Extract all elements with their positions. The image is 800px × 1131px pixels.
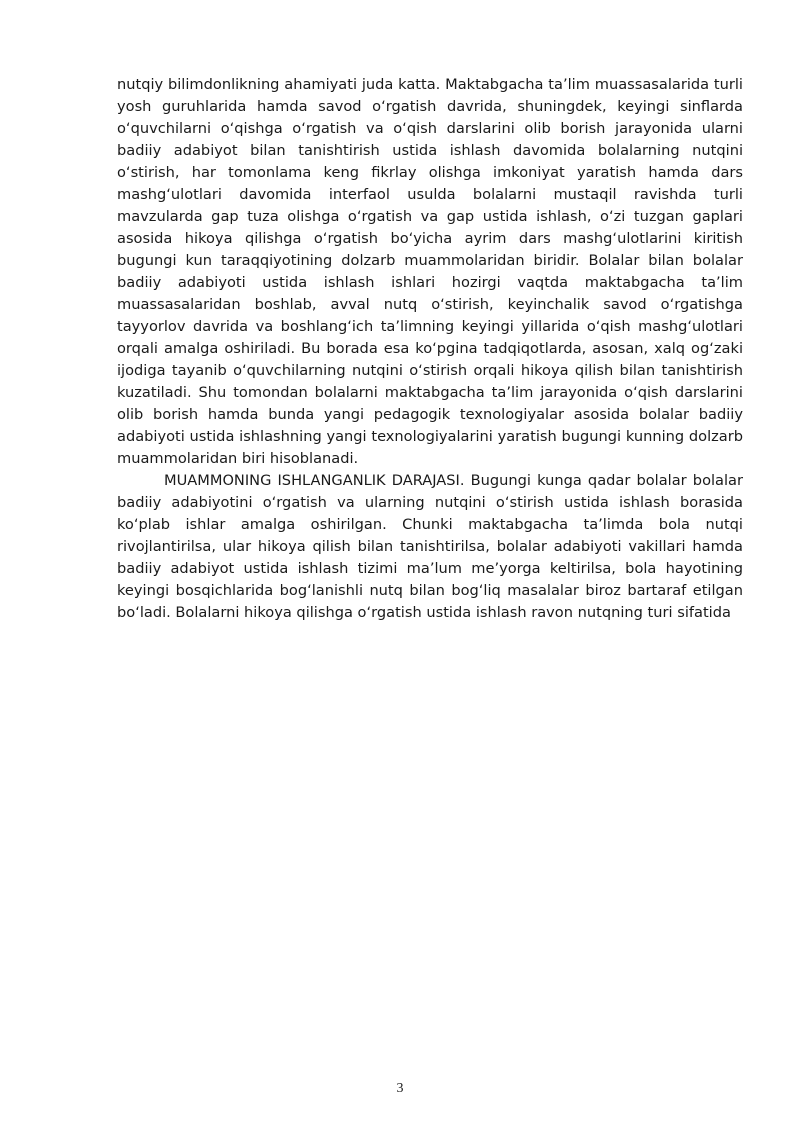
page-number: 3 xyxy=(396,1081,404,1096)
body-text xyxy=(117,74,743,624)
paragraph-continuation: nutqiy bilimdonlikning ahamiyati juda katta. Maktabgacha ta’lim muassasalarida turli yosh guruhlarida hamda savod o‘rgatish davrida, shuningdek, keyingi sinflarda o‘quvchilarni o‘qishga o‘rgatish va o‘qish darslarini olib borish jarayonida ularni badiiy adabiyot bilan tanishtirish ustida ishlash davomida bolalarning nutqini o‘stirish, har tomonlama keng fikrlay olishga imkoniyat yaratish hamda dars mashg‘ulotlari davomida interfaol usulda bolalarni mustaqil ravishda turli mavzularda gap tuza olishga o‘rgatish va gap ustida ishlash, o‘zi tuzgan gaplari asosida hikoya qilishga o‘rgatish bo‘yicha ayrim dars mashg‘ulotlarini kiritish bugungi kun taraqqiyotining dolzarb muammolaridan biridir. Bolalar bilan bolalar badiiy adabiyoti ustida ishlash ishlari hozirgi vaqtda maktabgacha ta’lim muassasalaridan boshlab, avval nutq o‘stirish, keyinchalik savod o‘rgatishga tayyorlov davrida va boshlang‘ich ta’limning keyingi yillarida o‘qish mashg‘ulotlari orqali amalga oshiriladi. Bu borada esa ko‘pgina tadqiqotlarda, asosan, xalq og‘zaki ijodiga tayanib o‘quvchilarning nutqini o‘stirish orqali hikoya qilish bilan tanishtirish kuzatiladi. Shu tomondan bolalarni maktabgacha ta’lim jarayonida o‘qish darslarini olib borish hamda bunda yangi pedagogik texnologiyalar asosida bolalar badiiy adabiyoti ustida ishlashning yangi texnologiyalarini yaratish bugungi kunning dolzarb muammolaridan biri hisoblanadi. xyxy=(117,76,743,467)
paragraph-problem-status: MUAMMONING ISHLANGANLIK DARAJASI. Bugungi kunga qadar bolalar bolalar badiiy adabiyotini o‘rgatish va ularning nutqini o‘stirish ustida ishlash borasida ko‘plab ishlar amalga oshirilgan. Chunki maktabgacha ta’limda bola nutqi rivojlantirilsa, ular hikoya qilish bilan tanishtirilsa, bolalar adabiyoti vakillari hamda badiiy adabiyot ustida ishlash tizimi ma’lum me’yorga keltirilsa, bola hayotining keyingi bosqichlarida bog‘lanishli nutq bilan bog‘liq masalalar biroz bartaraf etilgan bo‘ladi. Bolalarni hikoya qilishga o‘rgatish ustida ishlash ravon nutqning turi sifatida xyxy=(117,472,743,621)
